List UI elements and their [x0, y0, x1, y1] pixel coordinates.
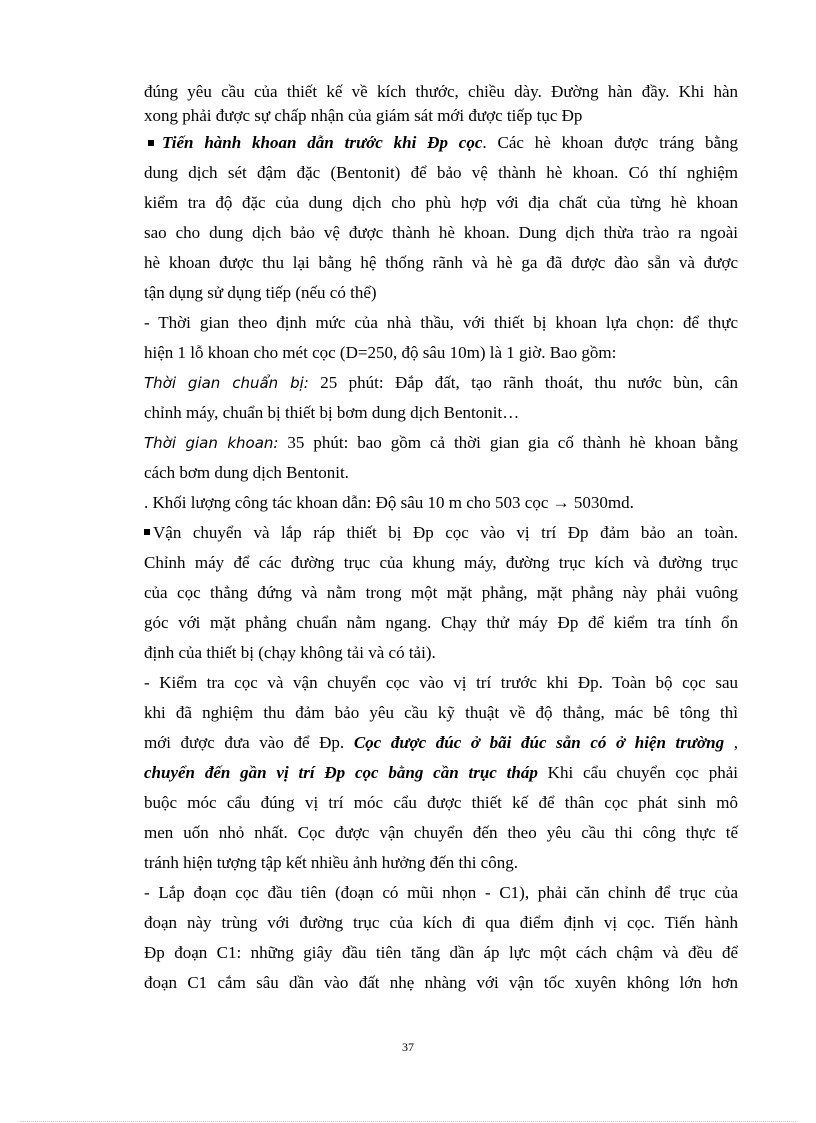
text-line: định của thiết bị (chạy không tải và có tải).	[144, 643, 436, 662]
page-number: 37	[402, 1040, 414, 1054]
text-line: tận dụng sử dụng tiếp (nếu có thể)	[144, 283, 377, 302]
cast-piles-emphasis: Cọc được đúc ở bãi đúc sẵn có ở hiện trường	[353, 733, 725, 752]
text-line: chỉnh máy, chuẩn bị thiết bị bơm dung dịch Bentonit…	[144, 403, 520, 422]
text-line: men uốn nhỏ nhất. Cọc được vận chuyển đến theo yêu cầu thi công thực tế	[144, 823, 738, 842]
text-line: dung dịch sét đậm đặc (Bentonit) để bảo vệ thành hè khoan. Có thí nghiệm	[144, 163, 738, 182]
text-line: góc với mặt phẳng chuẩn nằm ngang. Chạy thử máy Đp để kiểm tra tính ổn	[144, 613, 738, 632]
text-line: Vận chuyển và lắp ráp thiết bị Đp cọc vào vị trí Đp đảm bảo an toàn.	[153, 523, 738, 542]
page-bottom-border	[20, 1121, 796, 1122]
prep-time-label: Thời gian chuẩn bị:	[144, 374, 309, 392]
text-line: 25 phút: Đắp đất, tạo rãnh thoát, thu nước bùn, cân	[320, 373, 738, 392]
text-line: - Kiểm tra cọc và vận chuyển cọc vào vị trí trước khi Đp. Toàn bộ cọc sau	[144, 673, 738, 692]
text-line: xong phải được sự chấp nhận của giám sát mới được tiếp tục Đp	[144, 106, 583, 125]
transport-line	[144, 758, 738, 788]
bullet-paragraph-drilling: Tiến hành khoan dẫn trước khi Đp cọc. Các hè khoan được tráng bằng	[144, 128, 738, 158]
text-line: Các hè khoan được tráng bằng	[497, 133, 738, 152]
text-line: . Khối lượng công tác khoan dẫn: Độ sâu 10 m cho 503 cọc → 5030md.	[144, 493, 634, 512]
text-line: cách bơm dung dịch Bentonit.	[144, 463, 349, 482]
text-line: buộc móc cẩu đúng vị trí móc cẩu được thiết kế để thân cọc phát sinh mô	[144, 793, 738, 812]
text-line: đoạn này trùng với đường trục của kích đi qua điểm định vị cọc. Tiến hành	[144, 913, 738, 932]
text-line: Chỉnh máy để các đường trục của khung máy, đường trục kích và đường trục	[144, 553, 738, 572]
text-line: đúng yêu cầu của thiết kế về kích thước, chiều dày. Đường hàn đầy. Khi hàn	[144, 82, 738, 101]
text-line: kiểm tra độ đặc của dung dịch cho phù hợp với địa chất của từng hè khoan	[144, 193, 738, 212]
square-bullet-icon	[148, 140, 154, 146]
text-line: khi đã nghiệm thu đảm bảo yêu cầu kỹ thuật về độ thẳng, mác bê tông thì	[144, 703, 738, 722]
text-line: - Lắp đoạn cọc đầu tiên (đoạn có mũi nhọn - C1), phải căn chỉnh để trục của	[144, 883, 738, 902]
square-bullet-icon	[144, 529, 150, 535]
drilling-heading: Tiến hành khoan dẫn trước khi Đp cọc	[162, 133, 483, 152]
text-line: sao cho dung dịch bảo vệ được thành hè khoan. Dung dịch thừa trào ra ngoài	[144, 223, 738, 242]
text-line: hiện 1 lỗ khoan cho mét cọc (D=250, độ sâu 10m) là 1 giờ. Bao gồm:	[144, 343, 617, 362]
text-line: 35 phút: bao gồm cả thời gian gia cố thành hè khoan bằng	[287, 433, 739, 452]
bullet-paragraph-assembly	[144, 518, 738, 548]
prep-time-line	[144, 368, 738, 398]
drill-time-label: Thời gian khoan:	[144, 434, 279, 452]
text-line: Đp đoạn C1: những giây đầu tiên tăng dần áp lực một cách chậm và đều để	[144, 943, 738, 962]
page-body	[144, 80, 738, 998]
text-line: của cọc thẳng đứng và nằm trong một mặt phẳng, mặt phẳng này phải vuông	[144, 583, 738, 602]
text-line: hè khoan được thu lại bằng hệ thống rãnh và hè ga đã được đào sẵn và được	[144, 253, 738, 272]
text-line: đoạn C1 cắm sâu dần vào đất nhẹ nhàng với vận tốc xuyên không lớn hơn	[144, 973, 738, 992]
transport-piles-emphasis: chuyển đến gần vị trí Đp cọc bằng cần trục tháp	[144, 763, 538, 782]
text-line: tránh hiện tượng tập kết nhiều ảnh hưởng đến thi công.	[144, 853, 518, 872]
text-line: mới được đưa vào để Đp.	[144, 733, 345, 752]
text-line: - Thời gian theo định mức của nhà thầu, với thiết bị khoan lựa chọn: để thực	[144, 313, 738, 332]
cast-piles-line: mới được đưa vào để Đp. Cọc được đúc ở bãi đúc sẵn có ở hiện trường ,	[144, 733, 739, 752]
drill-time-line	[144, 428, 738, 458]
text-line: Khi cẩu chuyển cọc phải	[547, 763, 739, 782]
